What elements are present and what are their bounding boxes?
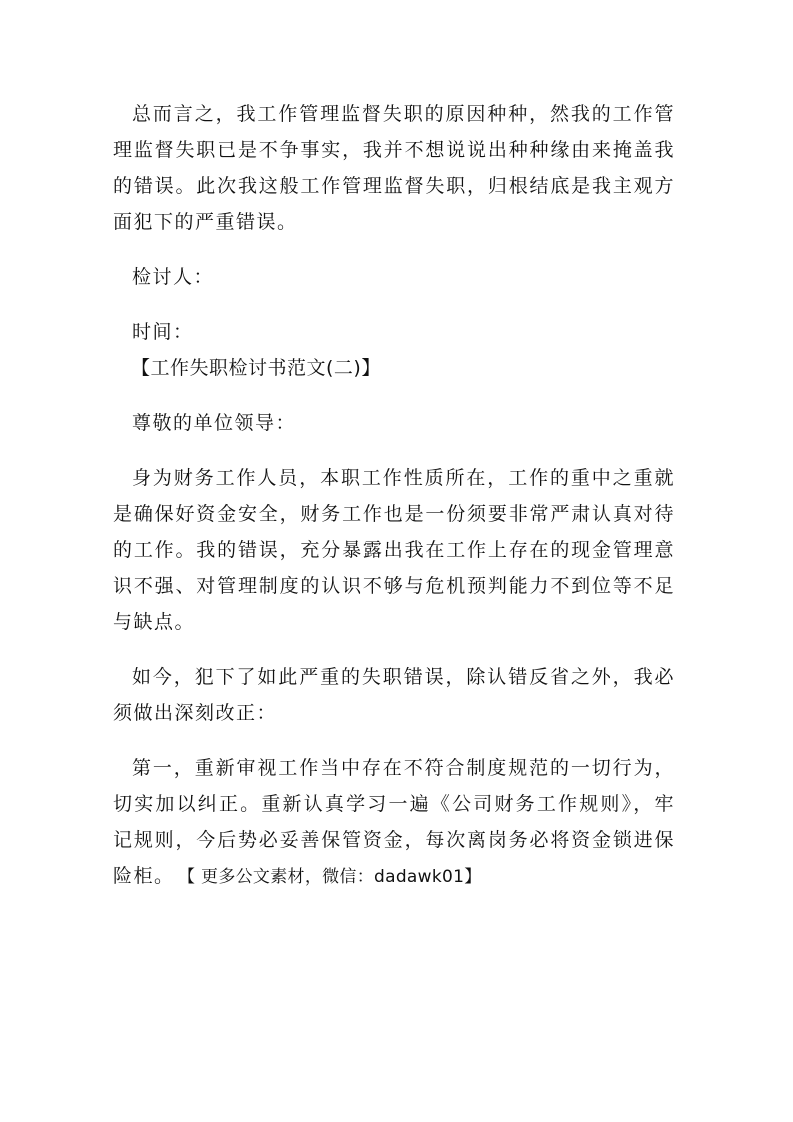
section-heading: 【工作失职检讨书范文(二)】 [131, 357, 381, 379]
promo-note: 【 更多公文素材，微信：dadawk01】 [186, 867, 482, 887]
first-measure-text: 第一，重新审视工作当中存在不符合制度规范的一切行为，切实加以纠正。重新认真学习一遍《公司财务工作规则》，牢记规则，今后势必妥善保管资金，每次离岗务必将资金锁进保险柜。 [113, 757, 675, 887]
document-body [113, 96, 675, 895]
date-label: 时间： [132, 321, 194, 343]
paragraph-correction-intro: 如今，犯下了如此严重的失职错误，除认错反省之外，我必须做出深刻改正： [113, 666, 675, 724]
salutation: 尊敬的单位领导： [132, 412, 297, 434]
paragraph-summary: 总而言之，我工作管理监督失职的原因种种，然我的工作管理监督失职已是不争事实，我并不想说说出种种缘由来掩盖我的错误。此次我这般工作管理监督失职，归根结底是我主观方面犯下的严重错误。 [113, 103, 675, 233]
reviewer-label: 检讨人： [132, 266, 215, 288]
paragraph-role: 身为财务工作人员，本职工作性质所在，工作的重中之重就是确保好资金安全，财务工作也是一份须要非常严肃认真对待的工作。我的错误，充分暴露出我在工作上存在的现金管理意识不强、对管理制度的认识不够与危机预判能力不到位等不足与缺点。 [113, 467, 675, 633]
paragraph-first-measure [113, 750, 675, 895]
